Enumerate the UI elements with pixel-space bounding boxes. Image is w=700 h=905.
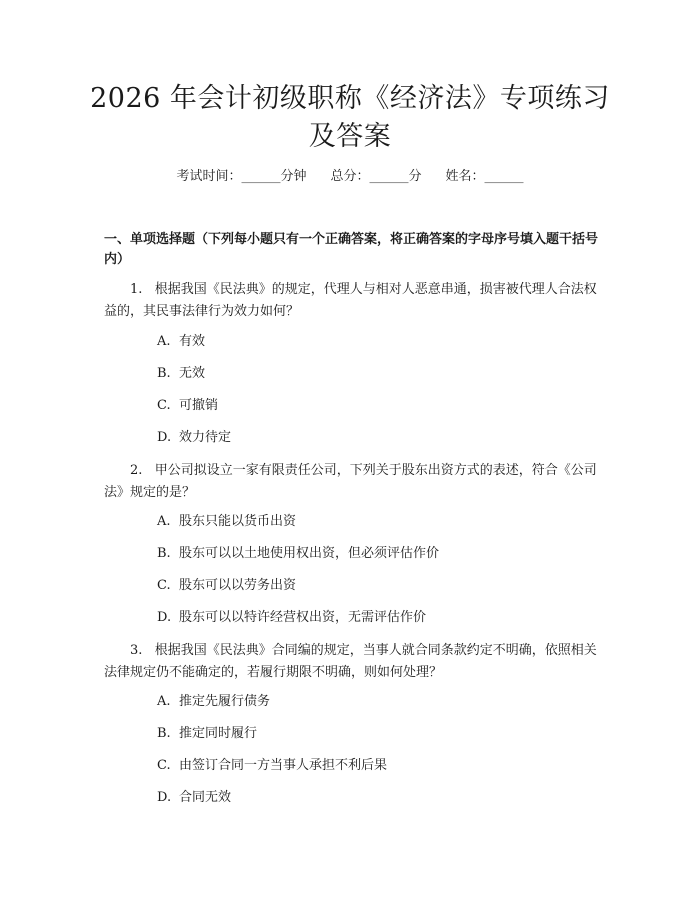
option-text: 有效 <box>179 334 206 349</box>
option-text: 推定同时履行 <box>179 726 258 741</box>
question-3: 3. 根据我国《民法典》合同编的规定，当事人就合同条款约定不明确，依照相关法律规定仍不能确定的，若履行期限不明确，则如何处理？ <box>104 643 597 680</box>
option-key: D. <box>157 790 172 805</box>
option-text: 无效 <box>179 366 206 381</box>
question-2: 2. 甲公司拟设立一家有限责任公司，下列关于股东出资方式的表述，符合《公司法》规定的是？ <box>104 463 597 500</box>
option-text: 股东只能以货币出资 <box>179 514 297 529</box>
option-key: A. <box>157 694 171 709</box>
option-text: 效力待定 <box>179 430 232 445</box>
option-text: 股东可以以劳务出资 <box>179 578 297 593</box>
question-1-option-b <box>157 365 205 383</box>
option-text: 由签订合同一方当事人承担不利后果 <box>179 758 388 773</box>
option-text: 股东可以以土地使用权出资，但必须评估作价 <box>179 546 440 561</box>
question-2-option-a <box>157 513 296 531</box>
question-3-option-a <box>157 693 270 711</box>
option-key: D. <box>157 610 172 625</box>
section-heading: 一、单项选择题（下列每小题只有一个正确答案，将正确答案的字母序号填入题干括号内） <box>104 232 599 267</box>
question-3-option-b <box>157 725 257 743</box>
question-3-option-c <box>157 757 387 775</box>
question-2-option-d <box>157 609 426 627</box>
option-key: C. <box>157 398 171 413</box>
question-1: 1. 根据我国《民法典》的规定，代理人与相对人恶意串通，损害被代理人合法权益的，其民事法律行为效力如何？ <box>104 282 597 319</box>
option-key: B. <box>157 726 171 741</box>
option-key: C. <box>157 758 171 773</box>
exam-name: 姓名：______ <box>445 169 524 184</box>
exam-meta <box>0 168 700 186</box>
question-2-option-c <box>157 577 296 595</box>
option-key: D. <box>157 430 172 445</box>
option-key: C. <box>157 578 171 593</box>
option-text: 股东可以以特许经营权出资，无需评估作价 <box>179 610 427 625</box>
exam-score: 总分：______分 <box>330 169 422 184</box>
document-title: 2026 年会计初级职称《经济法》专项练习及答案 <box>90 83 610 152</box>
option-key: B. <box>157 546 171 561</box>
option-key: A. <box>157 514 171 529</box>
option-text: 可撤销 <box>179 398 219 413</box>
option-key: B. <box>157 366 171 381</box>
option-text: 合同无效 <box>179 790 232 805</box>
option-key: A. <box>157 334 171 349</box>
option-text: 推定先履行债务 <box>179 694 271 709</box>
question-3-option-d <box>157 789 231 807</box>
exam-time: 考试时间：______分钟 <box>176 169 307 184</box>
question-1-option-c <box>157 397 218 415</box>
question-2-option-b <box>157 545 439 563</box>
question-1-option-a <box>157 333 205 351</box>
question-1-option-d <box>157 429 231 447</box>
